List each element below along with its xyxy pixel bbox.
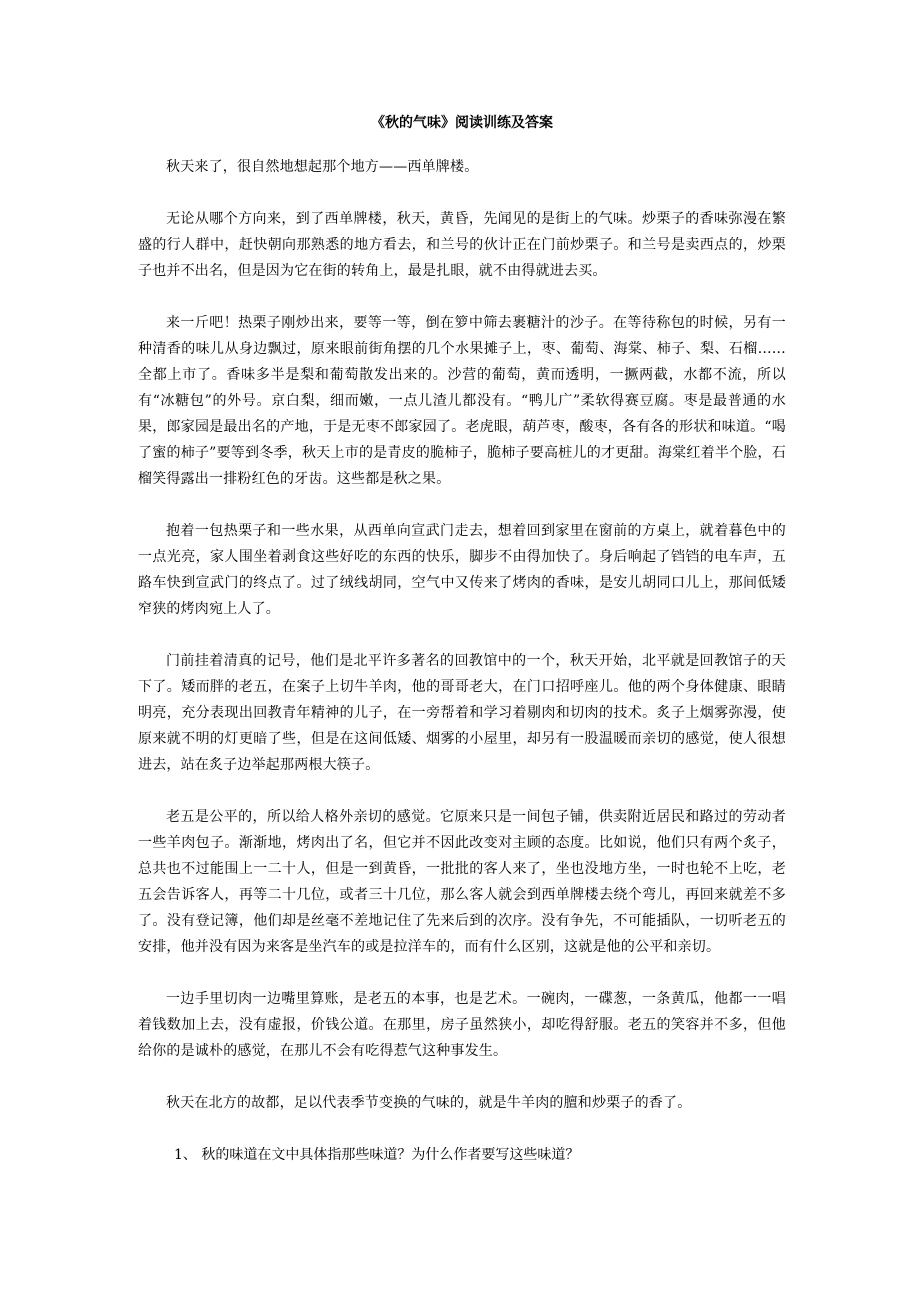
paragraph-1: 秋天来了，很自然地想起那个地方——西单牌楼。 [166, 159, 479, 175]
paragraph-7: 一边手里切肉一边嘴里算账，是老五的本事，也是艺术。一碗肉，一碟葱，一条黄瓜，他都一一唱着钱数加上去，没有虚报，价钱公道。在那里，房子虽然狭小，却吃得舒服。老五的笑容并不多，但他给你的是诚朴的感觉，在那儿不会有吃得惹气这种事发生。 [138, 991, 786, 1059]
paragraph-5: 门前挂着清真的记号，他们是北平许多著名的回教馆中的一个，秋天开始，北平就是回教馆子的天下了。矮而胖的老五，在案子上切牛羊肉，他的哥哥老大，在门口招呼座儿。他的两个身体健康、眼睛明亮，充分表现出回教青年精神的儿子，在一旁帮着和学习着剔肉和切肉的技术。炙子上烟雾弥漫，使原来就不明的灯更暗了些，但是在这间低矮、烟雾的小屋里，却另有一股温暖而亲切的感觉，使人很想进去，站在炙子边举起那两根大筷子。 [138, 653, 786, 773]
paragraph-2: 无论从哪个方向来，到了西单牌楼，秋天，黄昏，先闻见的是街上的气味。炒栗子的香味弥漫在繁盛的行人群中，赶快朝向那熟悉的地方看去，和兰号的伙计正在门前炒栗子。和兰号是卖西点的，炒栗子也并不出名，但是因为它在街的转角上，最是扎眼，就不由得就进去买。 [138, 211, 786, 279]
document-title: 《秋的气味》阅读训练及答案 [371, 115, 553, 131]
question-1: 1、 秋的味道在文中具体指那些味道？为什么作者要写这些味道？ [174, 1147, 580, 1163]
paragraph-4: 抱着一包热栗子和一些水果，从西单向宣武门走去，想着回到家里在窗前的方桌上，就着暮色中的一点光亮，家人围坐着剥食这些好吃的东西的快乐，脚步不由得加快了。身后响起了铛铛的电车声，五路车快到宣武门的终点了。过了绒线胡同，空气中又传来了烤肉的香味，是安儿胡同口儿上，那间低矮窄狭的烤肉宛上人了。 [138, 523, 786, 617]
document-page [138, 110, 786, 1168]
paragraph-3: 来一斤吧！热栗子刚炒出来，要等一等，倒在箩中筛去裹糖汁的沙子。在等待称包的时候，另有一种清香的味儿从身边飘过，原来眼前街角摆的几个水果摊子上，枣、葡萄、海棠、柿子、梨、石榴……全都上市了。香味多半是梨和葡萄散发出来的。沙营的葡萄，黄而透明，一撅两截，水都不流，所以有“冰糖包”的外号。京白梨，细而嫩，一点儿渣儿都没有。“鸭儿广”柔软得赛豆腐。枣是最普通的水果，郎家园是最出名的产地，于是无枣不郎家园了。老虎眼，葫芦枣，酸枣，各有各的形状和味道。“喝了蜜的柿子”要等到冬季，秋天上市的是青皮的脆柿子，脆柿子要高桩儿的才更甜。海棠红着半个脸，石榴笑得露出一排粉红色的牙齿。这些都是秋之果。 [138, 315, 786, 487]
paragraph-8: 秋天在北方的故都，足以代表季节变换的气味的，就是牛羊肉的膻和炒栗子的香了。 [166, 1095, 692, 1111]
paragraph-6: 老五是公平的，所以给人格外亲切的感觉。它原来只是一间包子铺，供卖附近居民和路过的劳动者一些羊肉包子。渐渐地，烤肉出了名，但它并不因此改变对主顾的态度。比如说，他们只有两个炙子，总共也不过能围上一二十人，但是一到黄昏，一批批的客人来了，坐也没地方坐，一时也轮不上吃，老五会告诉客人，再等二十几位，或者三十几位，那么客人就会到西单牌楼去绕个弯儿，再回来就差不多了。没有登记簿，他们却是丝毫不差地记住了先来后到的次序。没有争先，不可能插队，一切听老五的安排，他并没有因为来客是坐汽车的或是拉洋车的，而有什么区别，这就是他的公平和亲切。 [138, 809, 786, 955]
